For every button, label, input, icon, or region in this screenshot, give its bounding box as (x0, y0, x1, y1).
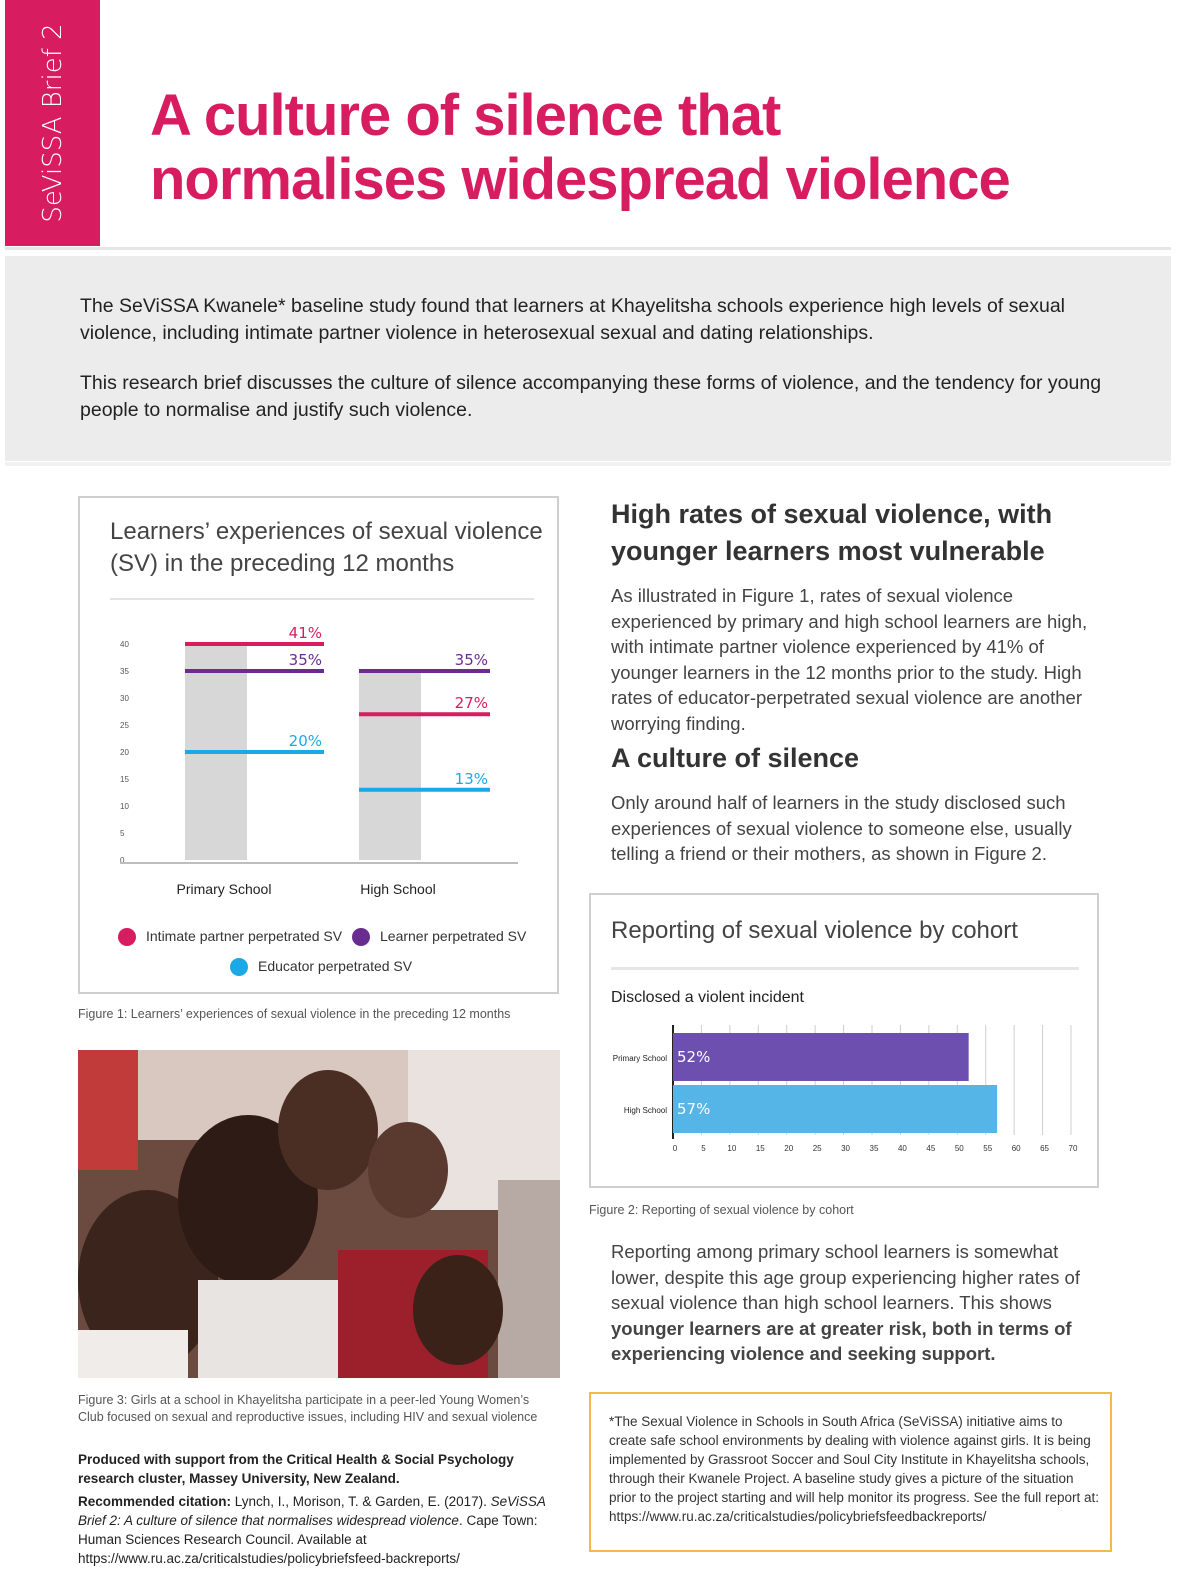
figure-2-chart (589, 893, 1099, 1188)
figure-2-title: Reporting of sexual violence by cohort (611, 917, 1018, 944)
legend-learner-swatch (352, 928, 370, 946)
figure-1-plot (80, 498, 557, 992)
title-divider (5, 247, 1171, 250)
legend-intimate-partner-swatch (118, 928, 136, 946)
title-line-2: normalises widespread violence (150, 147, 1010, 212)
x-tick-label-10: 50 (954, 1144, 964, 1153)
x-tick-label-7: 35 (869, 1144, 879, 1153)
figure-1-caption: Figure 1: Learners’ experiences of sexual violence in the preceding 12 months (78, 1007, 511, 1021)
bar-0 (673, 1033, 969, 1081)
y-tick-label-4: 20 (120, 748, 129, 757)
legend-educator (230, 958, 412, 976)
legend-educator-label: Educator perpetrated SV (258, 958, 413, 974)
x-tick-label-8: 40 (897, 1144, 907, 1153)
y-tick-label-3: 15 (120, 775, 129, 784)
section-2-body: Only around half of learners in the study disclosed such experiences of sexual violence to someone else, usually telling a friend or their mothers, as shown in Figure 2. (611, 792, 1072, 864)
x-tick-label-0: 0 (672, 1144, 678, 1153)
citation-rest: . Cape Town: Human Sciences Research Council. Available at https://www.ru.ac.za/criticalstudies/policybriefsfeed-backreports/ (78, 1513, 538, 1566)
x-tick-label-5: 25 (812, 1144, 822, 1153)
x-tick-label-14: 70 (1068, 1144, 1078, 1153)
y-tick-label-2: 10 (120, 802, 129, 811)
citation-title: SeViSSA Brief 2: A culture of silence that normalises widespread violence (78, 1494, 546, 1528)
legend-intimate-partner (118, 928, 342, 946)
section-1-heading-line-2: younger learners most vulnerable (611, 536, 1045, 566)
x-tick-label-13: 65 (1040, 1144, 1050, 1153)
citation (78, 1492, 568, 1568)
intro-divider (5, 462, 1171, 466)
bar-1 (673, 1085, 997, 1133)
intro-paragraph-2: This research brief discusses the culture of silence accompanying these forms of violence, and the tendency for young people to normalise and justify such violence. (80, 372, 1102, 421)
citation-label: Recommended citation: (78, 1494, 232, 1509)
x-tick-label-12: 60 (1011, 1144, 1021, 1153)
intro-panel (5, 256, 1171, 461)
series-0-data-label-0: 41% (288, 624, 322, 642)
x-tick-label-11: 55 (983, 1144, 993, 1153)
y-tick-label-1: 5 (120, 829, 125, 838)
x-tick-label-1: 5 (701, 1144, 706, 1153)
figure-3-caption: Figure 3: Girls at a school in Khayelitsha participate in a peer-led Young Women’s Club focused on sexual and reproductive issues, including HIV and sexual violence (78, 1393, 538, 1424)
title-line-1: A culture of silence that (150, 83, 781, 148)
series-1-data-label-1: 35% (454, 651, 488, 669)
y-tick-label-0: 0 (120, 856, 125, 865)
section-2-heading: A culture of silence (611, 743, 860, 773)
legend-intimate-partner-label: Intimate partner perpetrated SV (146, 928, 343, 944)
series-2-data-label-0: 20% (288, 732, 322, 750)
figure-2-caption: Figure 2: Reporting of sexual violence by cohort (589, 1203, 854, 1217)
reporting-emphasis: younger learners are at greater risk, both in terms of experiencing violence and seeking support. (611, 1317, 1072, 1364)
bar-1 (359, 671, 421, 860)
section-1-body: As illustrated in Figure 1, rates of sexual violence experienced by primary and high school learners are high, with intimate partner violence experienced by 41% of younger learners in the 12 months prior to the study. High rates of educator-perpetrated sexual violence are another worrying finding. (611, 585, 1088, 734)
y-tick-label-0: Primary School (612, 1054, 667, 1063)
figure-1-title: Learners’ experiences of sexual violence (SV) in the preceding 12 months (110, 518, 543, 577)
bar-data-label-0: 52% (677, 1048, 711, 1066)
reporting-text: Reporting among primary school learners is somewhat lower, despite this age group experiencing higher rates of sexual violence than high school learners. This shows (611, 1241, 1080, 1313)
figure-2-subtitle: Disclosed a violent incident (611, 989, 804, 1006)
citation-authors: Lynch, I., Morison, T. & Garden, E. (2017). (231, 1494, 491, 1509)
x-tick-label-4: 20 (784, 1144, 794, 1153)
x-tick-label-0: Primary School (176, 881, 272, 897)
section-1-heading (611, 496, 1052, 570)
y-tick-label-6: 30 (120, 694, 129, 703)
intro-paragraph-1: The SeViSSA Kwanele* baseline study found that learners at Khayelitsha schools experience high levels of sexual violence, including intimate partner violence in heterosexual sexual and dating relationships. (80, 295, 1065, 344)
classroom-photo (78, 1050, 560, 1378)
side-tab (5, 0, 100, 246)
y-tick-label-1: High School (623, 1106, 667, 1115)
legend-learner (352, 928, 526, 946)
x-tick-label-3: 15 (755, 1144, 765, 1153)
x-tick-label-9: 45 (926, 1144, 936, 1153)
figure-2-plot (591, 895, 1097, 1186)
page-title (150, 84, 1130, 212)
legend-educator-swatch (230, 958, 248, 976)
bar-data-label-1: 57% (677, 1100, 711, 1118)
series-1-data-label-0: 35% (288, 651, 322, 669)
y-tick-label-7: 35 (120, 667, 129, 676)
footnote-text: *The Sexual Violence in Schools in South Africa (SeViSSA) initiative aims to create safe school environments by dealing with violence against girls. It is being implemented by Grassroot Soccer and Soul City Institute in Khayelitsha schools, through their Kwanele Project. A baseline study gives a picture of the situation prior to the project starting and will help monitor its progress. See the full report at: https://www.ru.ac.za/criticalstudies/policybriefsfeedbackreports/ (609, 1414, 1099, 1524)
side-tab-label: SeViSSA Brief 2 (37, 23, 68, 223)
x-tick-label-6: 30 (841, 1144, 851, 1153)
y-tick-label-5: 25 (120, 721, 129, 730)
x-tick-label-1: High School (360, 881, 436, 897)
footnote-box (589, 1392, 1112, 1552)
produced-statement: Produced with support from the Critical Health & Social Psychology research cluster, Massey University, New Zealand. (78, 1452, 514, 1486)
y-tick-label-8: 40 (120, 640, 129, 649)
legend-learner-label: Learner perpetrated SV (380, 928, 527, 944)
figure-1-chart (78, 496, 559, 994)
series-2-data-label-1: 13% (454, 769, 488, 788)
x-tick-label-2: 10 (727, 1144, 737, 1153)
section-1-heading-line-1: High rates of sexual violence, with (611, 499, 1053, 529)
reporting-paragraph (611, 1239, 1101, 1367)
series-0-data-label-1: 27% (454, 694, 488, 713)
